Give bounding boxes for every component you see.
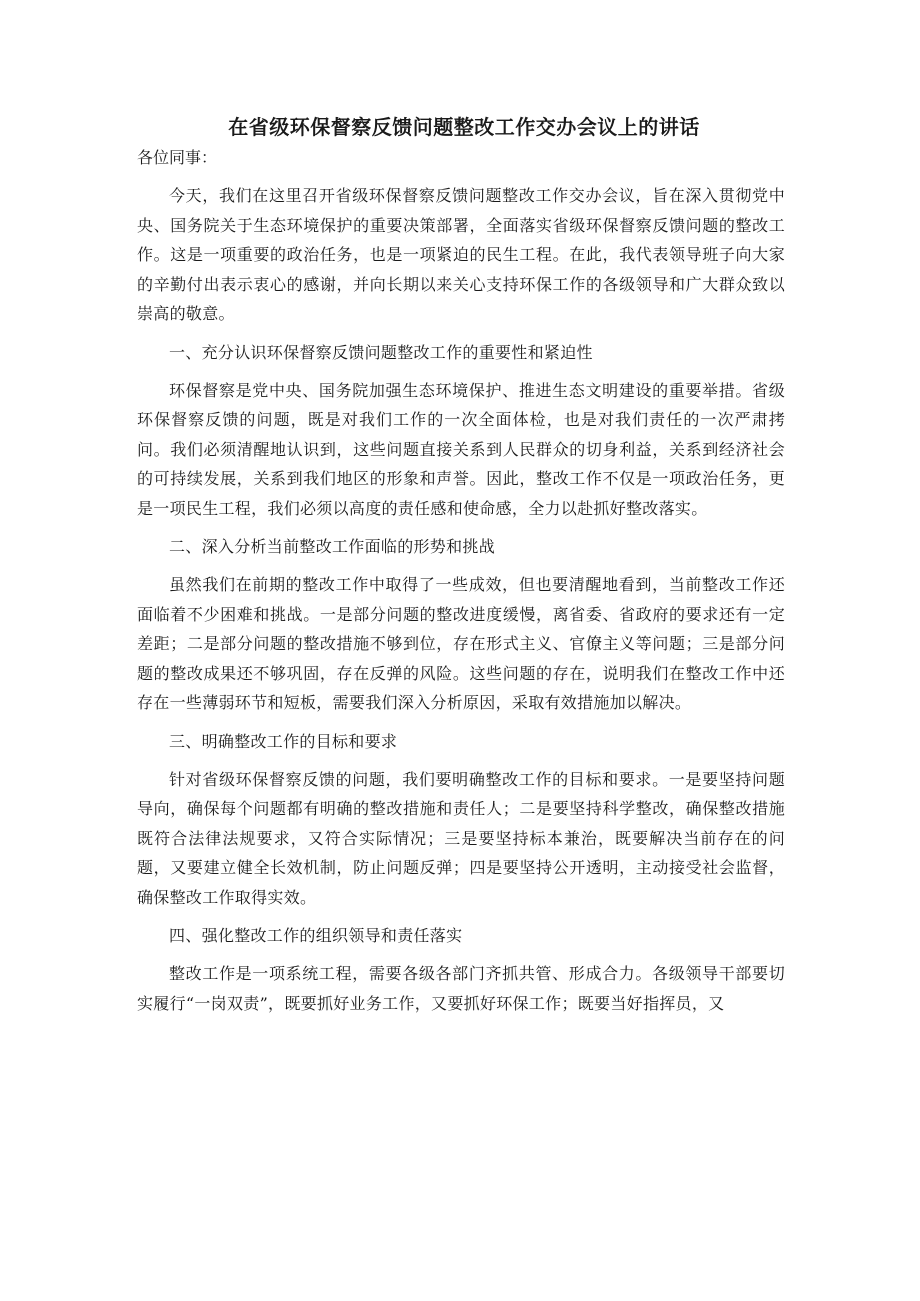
section-body-4: 整改工作是一项系统工程，需要各级各部门齐抓共管、形成合力。各级领导干部要切实履行“一岗双责”，既要抓好业务工作，又要抓好环保工作；既要当好指挥员，又 <box>137 964 785 1013</box>
section-body-2: 虽然我们在前期的整改工作中取得了一些成效，但也要清醒地看到，当前整改工作还面临着不少困难和挑战。一是部分问题的整改进度缓慢，离省委、省政府的要求还有一定差距；二是部分问题的整改措施不够到位，存在形式主义、官僚主义等问题；三是部分问题的整改成果还不够巩固，存在反弹的风险。这些问题的存在，说明我们在整改工作中还存在一些薄弱环节和短板，需要我们深入分析原因，采取有效措施加以解决。 <box>137 575 785 712</box>
document-page <box>137 112 785 1018</box>
section-heading-4: 四、强化整改工作的组织领导和责任落实 <box>169 926 463 945</box>
section-body-1: 环保督察是党中央、国务院加强生态环境保护、推进生态文明建设的重要举措。省级环保督察反馈的问题，既是对我们工作的一次全面体检，也是对我们责任的一次严肃拷问。我们必须清醒地认识到，这些问题直接关系到人民群众的切身利益，关系到经济社会的可持续发展，关系到我们地区的形象和声誉。因此，整改工作不仅是一项政治任务，更是一项民生工程，我们必须以高度的责任感和使命感，全力以赴抓好整改落实。 <box>137 380 785 518</box>
section-heading-2: 二、深入分析当前整改工作面临的形势和挑战 <box>169 537 496 556</box>
salutation: 各位同事： <box>137 148 218 167</box>
document-title: 在省级环保督察反馈问题整改工作交办会议上的讲话 <box>228 115 700 139</box>
section-heading-1: 一、充分认识环保督察反馈问题整改工作的重要性和紧迫性 <box>169 342 593 362</box>
intro-paragraph: 今天，我们在这里召开省级环保督察反馈问题整改工作交办会议，旨在深入贯彻党中央、国务院关于生态环境保护的重要决策部署，全面落实省级环保督察反馈问题的整改工作。这是一项重要的政治任务，也是一项紧迫的民生工程。在此，我代表领导班子向大家的辛勤付出表示衷心的感谢，并向长期以来关心支持环保工作的各级领导和广大群众致以崇高的敬意。 <box>137 186 785 323</box>
section-heading-3: 三、明确整改工作的目标和要求 <box>169 731 398 751</box>
section-body-3: 针对省级环保督察反馈的问题，我们要明确整改工作的目标和要求。一是要坚持问题导向，确保每个问题都有明确的整改措施和责任人；二是要坚持科学整改，确保整改措施既符合法律法规要求，又符合实际情况；三是要坚持标本兼治，既要解决当前存在的问题，又要建立健全长效机制，防止问题反弹；四是要坚持公开透明，主动接受社会监督，确保整改工作取得实效。 <box>137 769 785 907</box>
